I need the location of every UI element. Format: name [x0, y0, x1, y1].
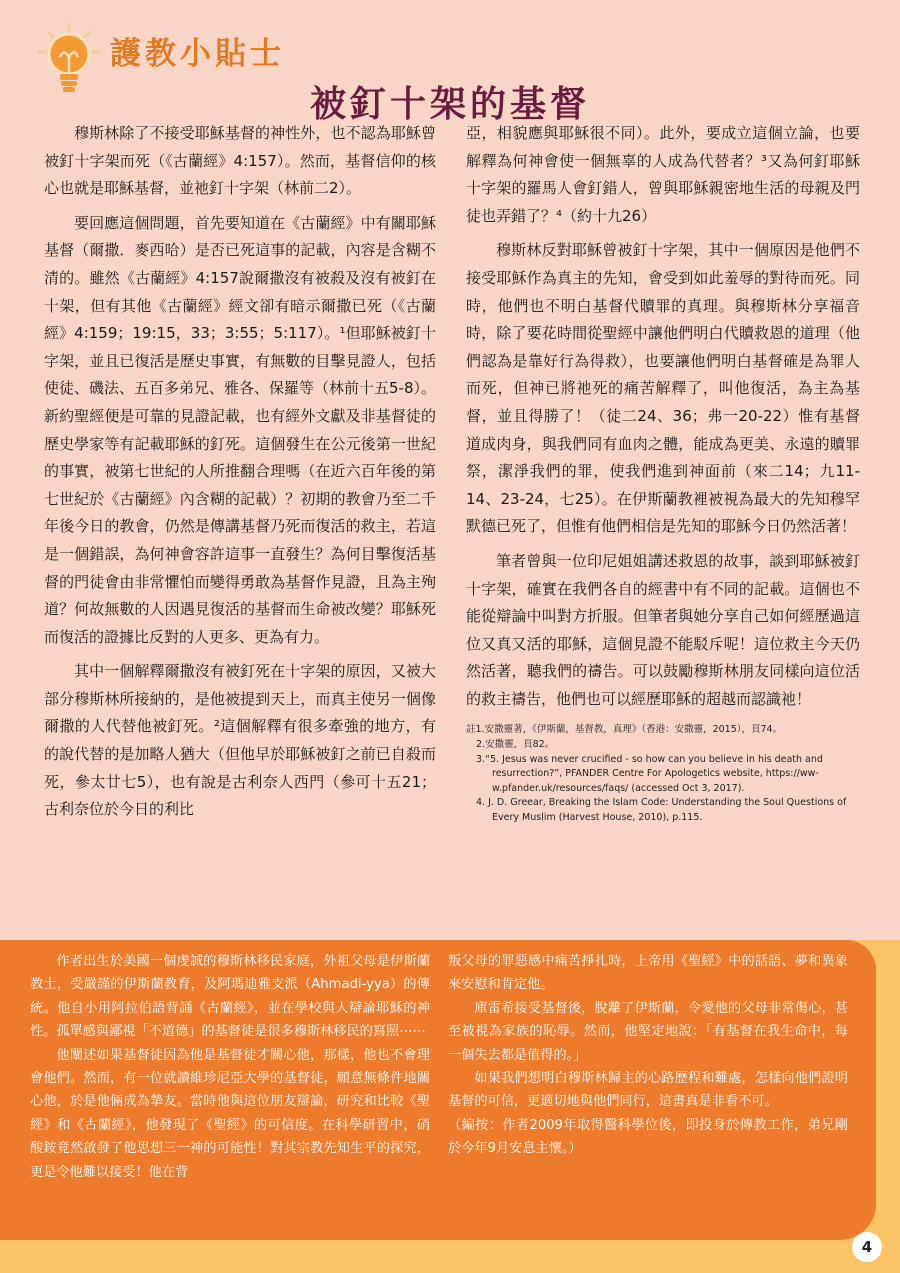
footnote: 2.安撒靈，頁82。: [476, 739, 555, 751]
page-number: 4: [852, 1232, 882, 1262]
footnotes: [466, 723, 860, 825]
author-box-left-column: [30, 950, 430, 1184]
article-paragraph: 穆斯林反對耶穌曾被釘十字架，其中一個原因是他們不接受耶穌作為真主的先知，會受到如此羞辱的對待而死。同時，他們也不明白基督代贖罪的真理。與穆斯林分享福音時，除了要花時間從聖經中讓他們明白代贖救恩的道理（他們認為是靠好行為得救），也要讓他們明白基督確是為罪人而死，但神已將祂死的痛苦解釋了，叫他復活，為主為基督，並且得勝了！（徒二24、36；弗一20-22）惟有基督道成肉身，與我們同有血肉之體，能成為更美、永遠的贖罪祭，潔淨我們的罪，使我們進到神面前（來二14；九11-14、23-24，七25）。在伊斯蘭教裡被視為最大的先知穆罕默德已死了，但惟有他們相信是先知的耶穌今日仍然活著！: [466, 241, 860, 536]
footnote: 4. J. D. Greear, Breaking the Islam Code: Understanding the Soul Questions of Every Muslim (Harvest House, 2010), p.115.: [476, 797, 847, 824]
article-title: 被釘十架的基督: [309, 83, 590, 125]
article-paragraph: 其中一個解釋爾撒沒有被釘死在十字架的原因，又被大部分穆斯林所接納的，是他被提到天上，而真主使另一個像爾撒的人代替他被釘死。²這個解釋有很多牽強的地方，有的說代替的是加略人猶大（但他早於耶穌被釘之前已自殺而死，參太廿七5），也有說是古利奈人西門（參可十五21；古利奈位於今日的利比: [44, 662, 436, 819]
section-title: 護教小貼士: [110, 36, 285, 72]
footnote: 註1.安撒靈著，《伊斯蘭，基督教，真理》（香港：安撒靈，2015），頁74。: [466, 724, 783, 736]
footnote: 3.“5. Jesus was never crucified - so how can you believe in his death and resurrection?”, PFANDER Centre For Apologetics website, https://ww-w.pfander.uk/resources/faqs/ (accessed Oct 3, 2017).: [476, 753, 823, 794]
article-left-column: [44, 120, 436, 824]
article-right-column: [466, 120, 860, 826]
author-paragraph: 作者出生於美國一個虔誠的穆斯林移民家庭，外祖父母是伊斯蘭教士，受嚴謹的伊斯蘭教育，及阿瑪迪雅支派（Ahmadi-yya）的傳統。他自小用阿拉伯語背誦《古蘭經》，並在學校與人辯論耶穌的神性。孤單感與鄙視「不道德」的基督徒是很多穆斯林移民的寫照⋯⋯: [30, 954, 430, 1040]
author-paragraph: 庫雷希接受基督後，脫離了伊斯蘭，令愛他的父母非常傷心，甚至被視為家族的恥辱。然而，他堅定地說：「有基督在我生命中，每一個失去都是值得的。」: [448, 1000, 848, 1063]
author-box-right-column: [448, 950, 848, 1161]
article-paragraph: 要回應這個問題，首先要知道在《古蘭經》中有關耶穌基督（爾撒．麥西哈）是否已死這事的記載，內容是含糊不清的。雖然《古蘭經》4:157說爾撒沒有被殺及沒有被釘在十架，但有其他《古蘭經》經文卻有暗示爾撒已死（《古蘭經》4:159；19:15，33；3:55；5:117）。¹但耶穌被釘十字架，並且已復活是歷史事實，有無數的目擊見證人，包括使徒、磯法、五百多弟兄、雅各、保羅等（林前十五5-8）。新約聖經便是可靠的見證記載，也有經外文獻及非基督徒的歷史學家等有記載耶穌的釘死。這個發生在公元後第一世紀的事實，被第七世紀的人所推翻合理嗎（在近六百年後的第七世紀於《古蘭經》內含糊的記載）？初期的教會乃至二千年後今日的教會，仍然是傳講基督乃死而復活的救主，若這是一個錯誤，為何神會容許這事一直發生？為何目擊復活基督的門徒會由非常懼怕而變得勇敢為基督作見證，且為主殉道？何故無數的人因遇見復活的基督而生命被改變？耶穌死而復活的證據比反對的人更多、更為有力。: [44, 213, 437, 646]
article-paragraph: 穆斯林除了不接受耶穌基督的神性外，也不認為耶穌曾被釘十字架而死（《古蘭經》4:157）。然而，基督信仰的核心也就是耶穌基督，並祂釘十字架（林前二2）。: [44, 124, 436, 198]
author-paragraph: （編按：作者2009年取得醫科學位後，即投身於傳教工作，弟兄剛於今年9月安息主懷。）: [448, 1117, 848, 1157]
author-paragraph: 叛父母的罪惡感中痛苦掙扎時，上帝用《聖經》中的話語、夢和異象來安慰和肯定他。: [448, 954, 848, 993]
author-paragraph: 如果我們想明白穆斯林歸主的心路歷程和難處，怎樣向他們證明基督的可信，更適切地與他們同行，這書真是非看不可。: [448, 1071, 848, 1110]
author-paragraph: 他闡述如果基督徒因為他是基督徒才關心他，那樣，他也不會理會他們。然而，有一位就讀維珍尼亞大學的基督徒，願意無條件地關心他，於是他倆成為摯友。當時他與這位朋友辯論，研究和比較《聖經》和《古蘭經》，他發現了《聖經》的可信度。在科學研習中，硝酸銨竟然啟發了他思想三一神的可能性！對其宗教先知生平的探究，更是令他難以接受！他在背: [30, 1047, 430, 1180]
article-paragraph: 亞，相貌應與耶穌很不同）。此外，要成立這個立論，也要解釋為何神會使一個無辜的人成為代替者？³又為何釘耶穌十字架的羅馬人會釘錯人，曾與耶穌親密地生活的母親及門徒也弄錯了？⁴（約十九26）: [466, 124, 860, 225]
article-paragraph: 筆者曾與一位印尼姐姐講述救恩的故事，談到耶穌被釘十字架，確實在我們各自的經書中有不同的記載。這個也不能從辯論中叫對方折服。但筆者與她分享自己如何經歷過這位又真又活的耶穌，這個見證不能駁斥呢！這位救主今天仍然活著，聽我們的禱告。可以鼓勵穆斯林朋友同樣向這位活的救主禱告，他們也可以經歷耶穌的超越而認識祂！: [466, 551, 860, 708]
